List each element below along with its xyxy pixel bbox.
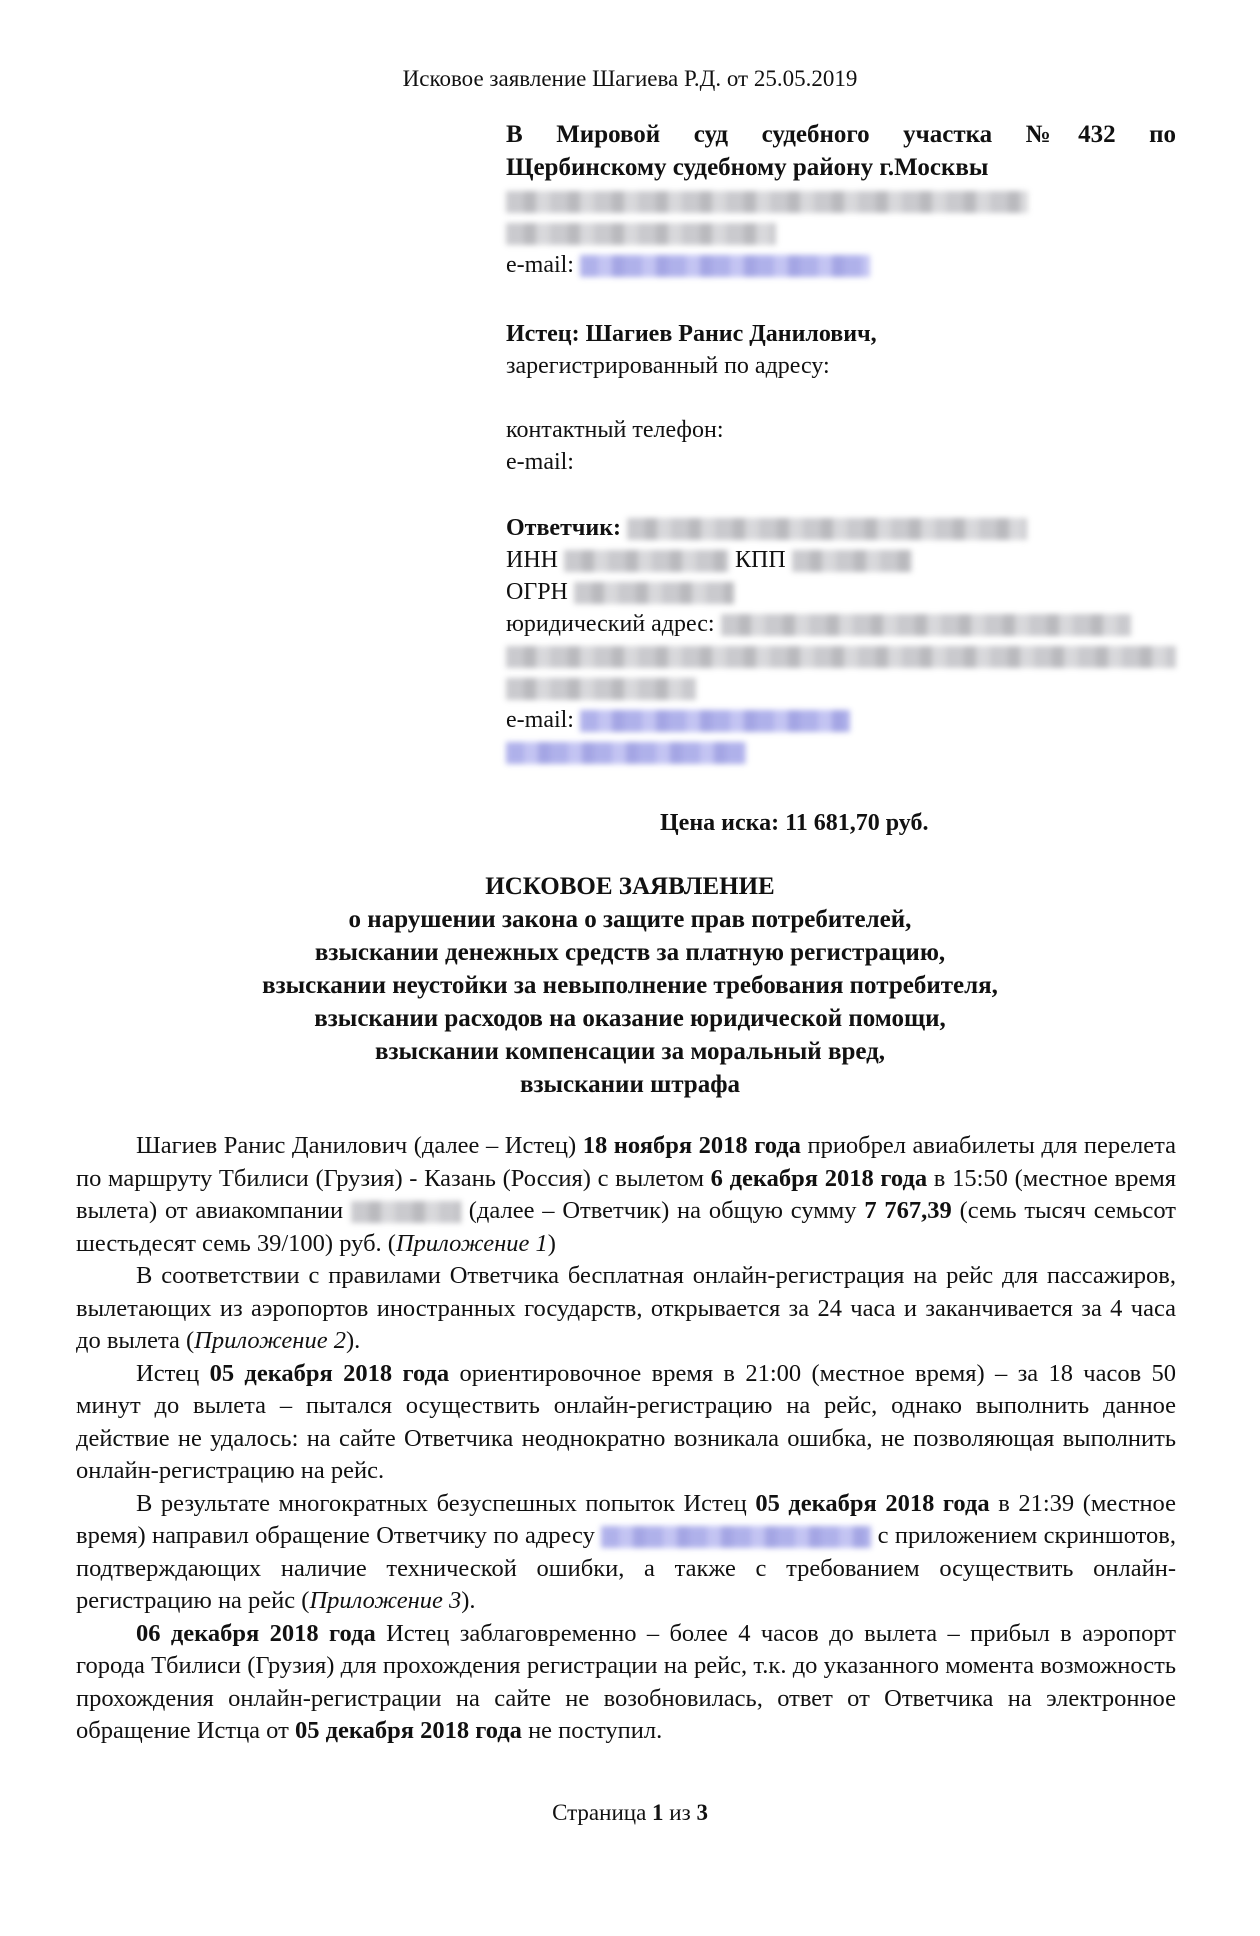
title-line: взыскании денежных средств за платную регистрацию, [314,939,946,966]
defendant-block [506,512,1176,768]
defendant-heading: Ответчик: [506,515,622,541]
ogrn-label: ОГРН [506,579,568,605]
redacted-text [721,614,1131,636]
plaintiff-email-label: e-mail: [506,449,574,475]
court-line-1: В Мировой суд судебного участка №432 по [506,121,1176,148]
redacted-text [627,518,1027,540]
current-page-number: 1 [652,1800,664,1825]
paragraph-1: Шагиев Ранис Данилович (далее – Истец) 18 ноября 2018 года приобрел авиабилеты для перелета по маршруту Тбилиси (Грузия) - Казань (Россия) с вылетом 6 декабря 2018 года в 15:50 (местное время вылета) от авиакомпании (далее – Ответчик) на общую сумму 7 767,39 (семь тысяч семьсот шестьдесят семь 39/100) руб. (Приложение 1) [76,1132,1177,1257]
redacted-text [506,678,696,700]
total-pages: 3 [696,1800,708,1825]
redacted-text [564,550,729,572]
paragraph-4: В результате многократных безуспешных попыток Истец 05 декабря 2018 года в 21:39 (местное время) направил обращение Ответчику по адресу с приложением скриншотов, подтверждающих наличие технической ошибки, а также с требованием осуществить онлайн-регистрацию на рейс (Приложение 3). [76,1489,1176,1614]
title-heading: ИСКОВОЕ ЗАЯВЛЕНИЕ [485,873,775,900]
title-line: взыскании расходов на оказание юридической помощи, [314,1005,946,1032]
kpp-label: КПП [735,547,786,573]
redacted-email-link [506,742,746,764]
title-line: взыскании неустойки за невыполнение требования потребителя, [262,972,998,999]
redacted-airline [351,1201,461,1223]
redacted-text [506,191,1028,213]
claim-price: Цена иска: 11 681,70 руб. [660,810,929,836]
defendant-email-label: e-mail: [506,707,574,733]
paragraph-5: 06 декабря 2018 года Истец заблаговременно – более 4 часов до вылета – прибыл в аэропорт города Тбилиси (Грузия) для прохождения регистрации на рейс, т.к. до указанного момента возможность прохождения онлайн-регистрации на сайте не возобновилась, ответ от Ответчика на электронное обращение Истца от 05 декабря 2018 года не поступил. [76,1619,1176,1744]
redacted-text [574,582,734,604]
page-footer: Страница 1 из 3 [552,1800,708,1825]
paragraph-3: Истец 05 декабря 2018 года ориентировочное время в 21:00 (местное время) – за 18 часов 50 минут до вылета – пытался осуществить онлайн-регистрацию на рейс, однако выполнить данное действие не удалось: на сайте Ответчика неоднократно возникала ошибка, не позволяющая выполнить онлайн-регистрацию на рейс. [76,1359,1176,1484]
plaintiff-block [506,318,1176,478]
redacted-email-link [601,1526,871,1548]
plaintiff-address-label: зарегистрированный по адресу: [506,353,830,379]
redacted-email-link [580,255,870,277]
redacted-email-link [580,710,850,732]
court-line-2: Щербинскому судебному району г.Москвы [506,154,989,181]
title-line: взыскании штрафа [519,1071,741,1098]
redacted-text [792,550,912,572]
document-body [76,1130,1176,1748]
document-title [0,870,1260,1101]
plaintiff-heading: Истец: Шагиев Ранис Данилович, [506,321,877,347]
document-header: Исковое заявление Шагиева Р.Д. от 25.05.2019 [402,66,858,91]
title-line: взыскании компенсации за моральный вред, [374,1038,886,1065]
inn-label: ИНН [506,547,558,573]
court-address-redacted [506,185,1176,281]
redacted-text [506,646,1176,668]
plaintiff-phone-label: контактный телефон: [506,417,724,443]
redacted-text [506,223,776,245]
legal-address-label: юридический адрес: [506,611,715,637]
title-line: о нарушении закона о защите прав потребителей, [348,906,912,933]
paragraph-2: В соответствии с правилами Ответчика бесплатная онлайн-регистрация на рейс для пассажиров, вылетающих из аэропортов иностранных государств, открывается за 24 часа и заканчивается за 4 часа до вылета (Приложение 2). [76,1262,1176,1354]
court-block [506,118,1176,184]
court-email-label: e-mail: [506,252,574,278]
